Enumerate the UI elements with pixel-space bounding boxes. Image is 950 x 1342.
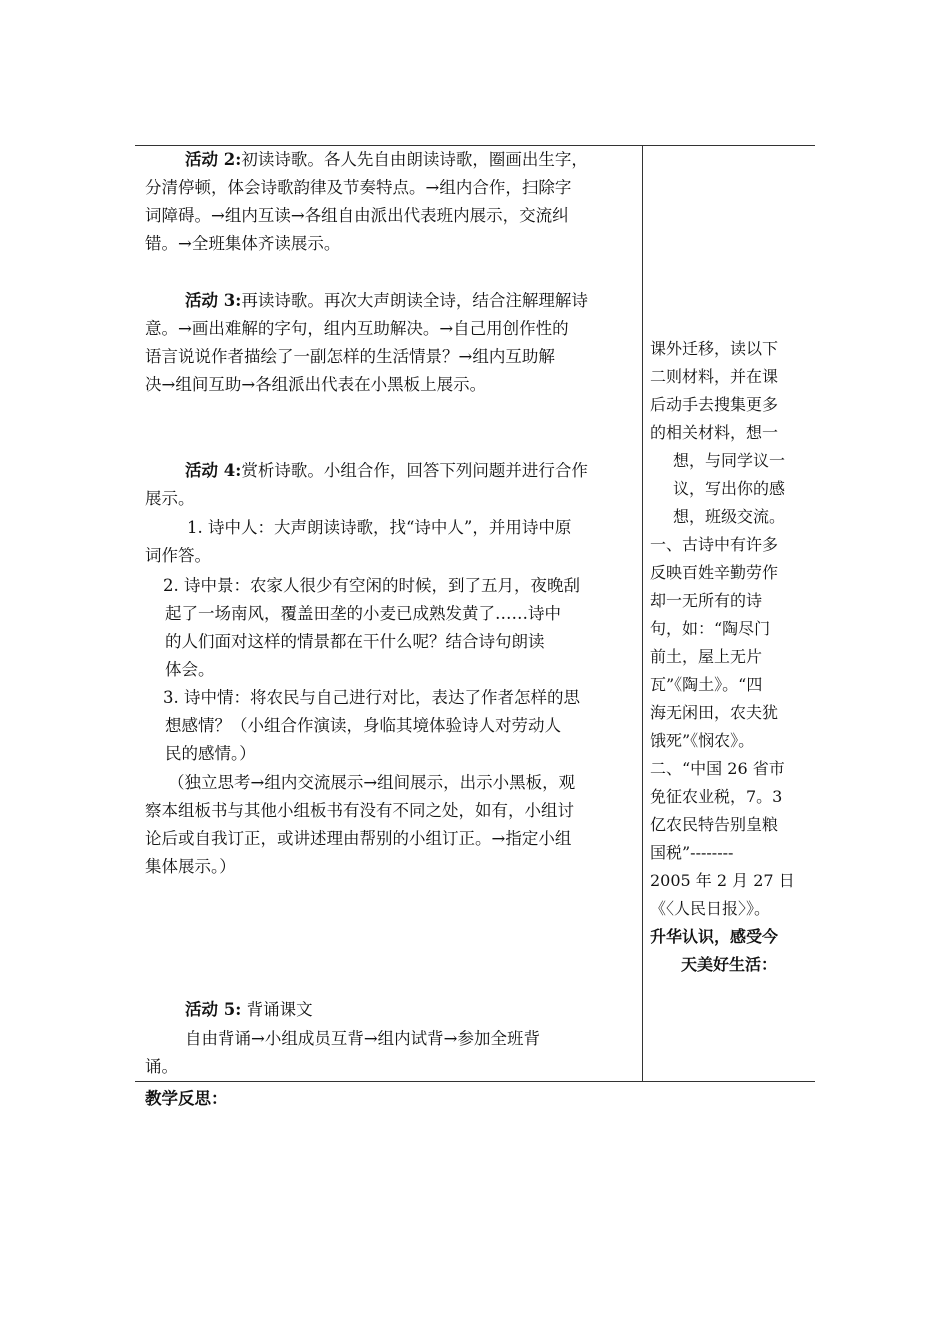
activity-5-label: 活动 5: — [185, 1000, 242, 1019]
right-line: 后动手去搜集更多 — [650, 395, 779, 414]
activity-3-line-1 — [185, 287, 588, 315]
right-line: 亿农民特告别皇粮 — [650, 815, 779, 834]
teaching-reflection-heading: 教学反思： — [145, 1089, 228, 1108]
right-line: 想，与同学议一 — [672, 451, 785, 470]
activity-4-note-line-2: 察本组板书与其他小组板书有没有不同之处，如有，小组讨 — [145, 801, 574, 820]
activity-2-label: 活动 2: — [185, 150, 242, 169]
right-line: 前土，屋上无片 — [650, 647, 763, 666]
activity-3-line-4: 决→组间互助→各组派出代表在小黑板上展示。 — [145, 375, 487, 394]
right-line: 免征农业税，7。3 — [650, 787, 783, 806]
activity-4-note-line-3: 论后或自我订正，或讲述理由帮别的小组订正。→指定小组 — [145, 829, 572, 848]
right-heading-line: 天美好生活： — [680, 955, 777, 974]
right-line: 海无闲田，农夫犹 — [650, 703, 779, 722]
activity-4-line-2: 展示。 — [145, 489, 195, 508]
activity-2-line-3: 词障碍。→组内互读→各组自由派出代表班内展示，交流纠 — [145, 206, 569, 225]
activity-4-label: 活动 4: — [185, 461, 242, 480]
activity-2-line-2: 分清停顿，体会诗歌韵律及节奏特点。→组内合作，扫除字 — [145, 178, 572, 197]
question-3-line-1: 3. 诗中情：将农民与自己进行对比，表达了作者怎样的思 — [163, 688, 580, 707]
activity-2-line-4: 错。→全班集体齐读展示。 — [145, 234, 341, 253]
right-heading-line: 升华认识，感受今 — [650, 927, 779, 946]
activity-4-note-line-1: （独立思考→组内交流展示→组间展示，出示小黑板，观 — [168, 773, 576, 792]
right-line: 饿死”《悯农》。 — [650, 731, 755, 750]
right-line: 句，如：“陶尽门 — [650, 619, 771, 638]
question-3-line-2: 想感情？（小组合作演读，身临其境体验诗人对劳动人 — [165, 716, 561, 735]
right-line: 2005 年 2 月 27 日 — [650, 871, 795, 890]
right-line: 想，班级交流。 — [672, 507, 785, 526]
question-2-line-4: 体会。 — [165, 660, 215, 679]
question-2-line-1: 2. 诗中景：农家人很少有空闲的时候，到了五月，夜晚刮 — [163, 576, 580, 595]
question-2-line-3: 的人们面对这样的情景都在干什么呢？结合诗句朗读 — [165, 632, 545, 651]
right-line: 《〈人民日报〉》。 — [650, 899, 771, 918]
right-line: 二、“中国 26 省市 — [650, 759, 785, 778]
activity-3-line-2: 意。→画出难解的字句，组内互助解决。→自己用创作性的 — [145, 319, 569, 338]
right-line: 课外迁移，读以下 — [650, 339, 779, 358]
activity-4-line-1 — [185, 457, 588, 485]
activity-2-text: 初读诗歌。各人先自由朗读诗歌，圈画出生字， — [241, 150, 588, 169]
table-bottom-border — [135, 1081, 815, 1082]
right-line: 的相关材料，想一 — [650, 423, 779, 442]
activity-4-text: 赏析诗歌。小组合作，回答下列问题并进行合作 — [241, 461, 588, 480]
extension-reading-column — [650, 335, 808, 979]
activity-5-line-1 — [185, 996, 313, 1024]
activity-3-label: 活动 3: — [185, 291, 242, 310]
activity-3-text: 再读诗歌。再次大声朗读全诗，结合注解理解诗 — [241, 291, 588, 310]
right-line: 瓦”《陶土》。“四 — [650, 675, 763, 694]
right-line: 二则材料，并在课 — [650, 367, 779, 386]
right-line: 国税”-------- — [650, 843, 734, 862]
activity-5-line-3: 诵。 — [145, 1057, 178, 1076]
question-3-line-3: 民的感情。） — [165, 744, 256, 763]
activity-5-line-2: 自由背诵→小组成员互背→组内试背→参加全班背 — [185, 1029, 540, 1048]
right-line: 议，写出你的感 — [672, 479, 785, 498]
activity-3-line-3: 语言说说作者描绘了一副怎样的生活情景？→组内互助解 — [145, 347, 555, 366]
activity-4-note-line-4: 集体展示。） — [145, 857, 236, 876]
question-1-line-2: 词作答。 — [145, 546, 211, 565]
right-line: 却一无所有的诗 — [650, 591, 763, 610]
table-column-divider — [642, 145, 643, 1082]
right-line: 反映百姓辛勤劳作 — [650, 563, 779, 582]
question-1-line-1: 1. 诗中人：大声朗读诗歌，找“诗中人”，并用诗中原 — [187, 518, 572, 537]
activity-5-title: 背诵课文 — [246, 1000, 313, 1019]
right-line: 一、古诗中有许多 — [650, 535, 779, 554]
activity-2-line-1 — [185, 146, 588, 174]
question-2-line-2: 起了一场南风，覆盖田垄的小麦已成熟发黄了……诗中 — [165, 604, 561, 623]
